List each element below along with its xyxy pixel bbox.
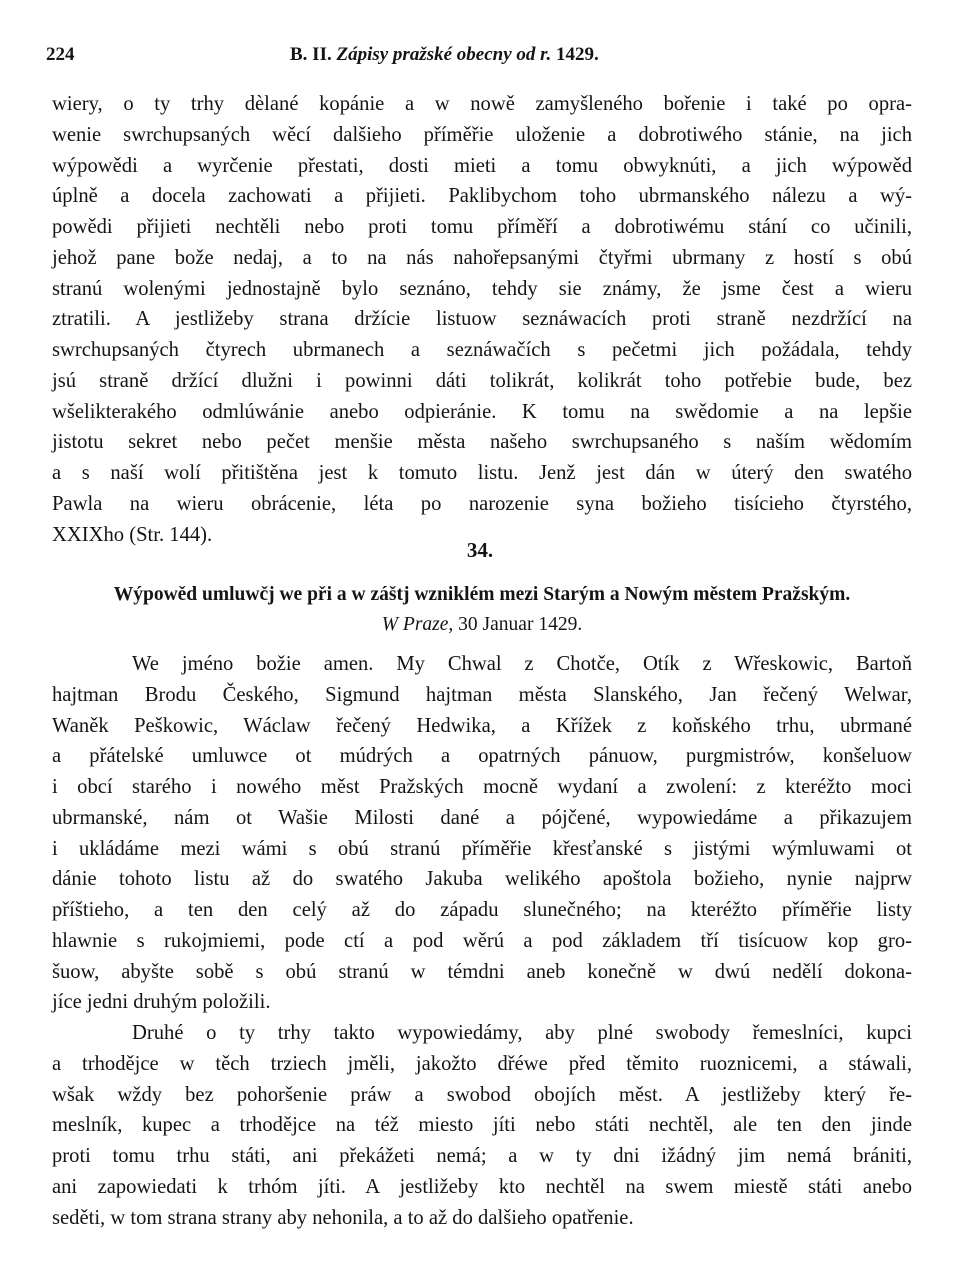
- document-dateline: [52, 610, 912, 640]
- text-line: XXIXho (Str. 144).: [52, 523, 213, 546]
- text-line: Waněk Peškowic, Wáclaw řečený Hedwika, a Křížek z koňského trhu, ubrmané: [52, 714, 912, 737]
- running-title-italic: Zápisy pražské obecny od r.: [336, 44, 552, 65]
- running-title: [290, 44, 599, 66]
- text-line: wšak wždy bez pohoršenie práw a swobod obojích měst. A jestližeby který ře-: [52, 1083, 912, 1106]
- text-line: šuow, abyšte sobě s obú stranú w témdni aneb konečně w dwú nedělí dokona-: [52, 960, 912, 983]
- document-body: [52, 649, 912, 1233]
- text-line: úplně a docela zachowati a přijieti. Paklibychom toho ubrmanského nálezu a wý-: [52, 185, 912, 208]
- page-number: 224: [46, 44, 75, 65]
- text-line: a s naší wolí přitištěna jest k tomuto listu. Jenž jest dán w úterý den swatého: [52, 462, 912, 484]
- text-line: jistotu sekret nebo pečet menšie města našeho swrchupsaného s naším wědomím: [52, 431, 912, 454]
- text-line: ani zapowiedati k trhóm jíti. A jestližeby kto nechtěl na swem miestě státi anebo: [52, 1175, 912, 1198]
- text-line: Druhé o ty trhy takto wypowiedámy, aby plné swobody řemeslníci, kupci: [132, 1022, 912, 1044]
- running-title-year: 1429.: [551, 44, 599, 65]
- text-line: i ukládáme mezi wámi s obú stranú příměřie křesťanské s jistými wýmluwami ot: [52, 837, 912, 860]
- document-title: Wýpowěd umluwčj we při a w záštj wzniklém mezi Starým a Nowým městem Pražským.: [113, 584, 851, 605]
- page-header: [46, 44, 599, 74]
- text-line: wšelikterakého odmlúwánie anebo odpieránie. K tomu na swědomie a na lepšie: [52, 400, 912, 423]
- text-line: proti tomu trhu státi, ani překážeti nemá; a w ty dni ižádný jim nemá brániti,: [52, 1145, 912, 1167]
- document-date: 30 Januar 1429.: [453, 614, 583, 635]
- paragraph-continued: [52, 89, 912, 550]
- text-line: hlawnie s rukojmiemi, pode ctí a pod wěrú a pod základem tří tisícuow kop gro-: [52, 929, 912, 952]
- text-line: příštieho, a ten den celý až do západu slunečného; na kteréžto příměřie listy: [52, 899, 912, 921]
- text-line: wenie swrchupsaných wěcí dalšieho příměřie uloženie a dobrotiwého stánie, na jich: [52, 123, 912, 146]
- document-number: 34.: [466, 538, 494, 562]
- text-line: seděti, w tom strana strany aby nehonila, a to až do dalšieho opatřenie.: [52, 1206, 634, 1229]
- text-line: meslník, kupec a trhodějce na též miesto jíti nebo státi nechtěl, ale ten den jinde: [52, 1114, 912, 1137]
- text-line: Pawla na wieru obrácenie, léta po narozenie syna božieho tisícieho čtyrstého,: [52, 492, 912, 515]
- document-heading: [52, 580, 912, 640]
- text-line: jehož pane bože nedaj, a to na nás nahořepsanými čtyřmi ubrmany z hostí s obú: [52, 246, 912, 269]
- text-line: wýpowědi a wyrčenie přestati, dosti mieti a tomu obwyknúti, a jich wýpowěd: [52, 154, 912, 177]
- text-line: stranú wolenými jednostajně bylo seznáno, tehdy sie známy, že jsme čest a wieru: [52, 277, 912, 300]
- text-line: wiery, o ty trhy dèlané kopánie a w nowě zamyšleného bořenie i také po opra-: [52, 93, 912, 115]
- text-line: ubrmanské, nám ot Wašie Milosti dané a pójčené, wypowiedáme a přikazujem: [52, 806, 912, 829]
- text-line: We jméno božie amen. My Chwal z Chotče, Otík z Wřeskowic, Bartoň: [132, 653, 912, 675]
- text-line: jsú straně držící dlužni i powinni dáti tolikrát, kolikrát toho potřebie bude, bez: [52, 369, 912, 392]
- text-line: a přátelské umluwce ot múdrých a opatrných pánuow, purgmistrów, konšeluow: [52, 745, 912, 768]
- text-line: swrchupsaných čtyrech ubrmanech a seznáwačích s pečetmi jich požádala, tehdy: [52, 339, 912, 361]
- text-line: dánie tohoto listu až do swatého Jakuba welikého apoštola božieho, nynie najprw: [52, 868, 912, 891]
- document-place: W Praze,: [381, 614, 454, 635]
- text-line: a trhodějce w těch trziech jměli, jakožto dřéwe před těmito ruoznicemi, a stáwali,: [52, 1052, 912, 1075]
- running-title-part: B. II.: [290, 44, 337, 65]
- text-line: ztratili. A jestližeby strana držície listuow seznáwacích proti straně nezdržící na: [52, 308, 912, 331]
- text-line: hajtman Brodu Českého, Sigmund hajtman města Slanského, Jan řečený Welwar,: [52, 683, 912, 706]
- text-line: jíce jedni druhým položili.: [52, 991, 271, 1014]
- text-line: i obcí starého i nowého měst Pražských mocně wydaní a zwolení: z kteréžto moci: [52, 776, 912, 798]
- text-line: powědi přijieti nechtěli nebo proti tomu příměří a dobrotiwému stání co učinili,: [52, 216, 912, 238]
